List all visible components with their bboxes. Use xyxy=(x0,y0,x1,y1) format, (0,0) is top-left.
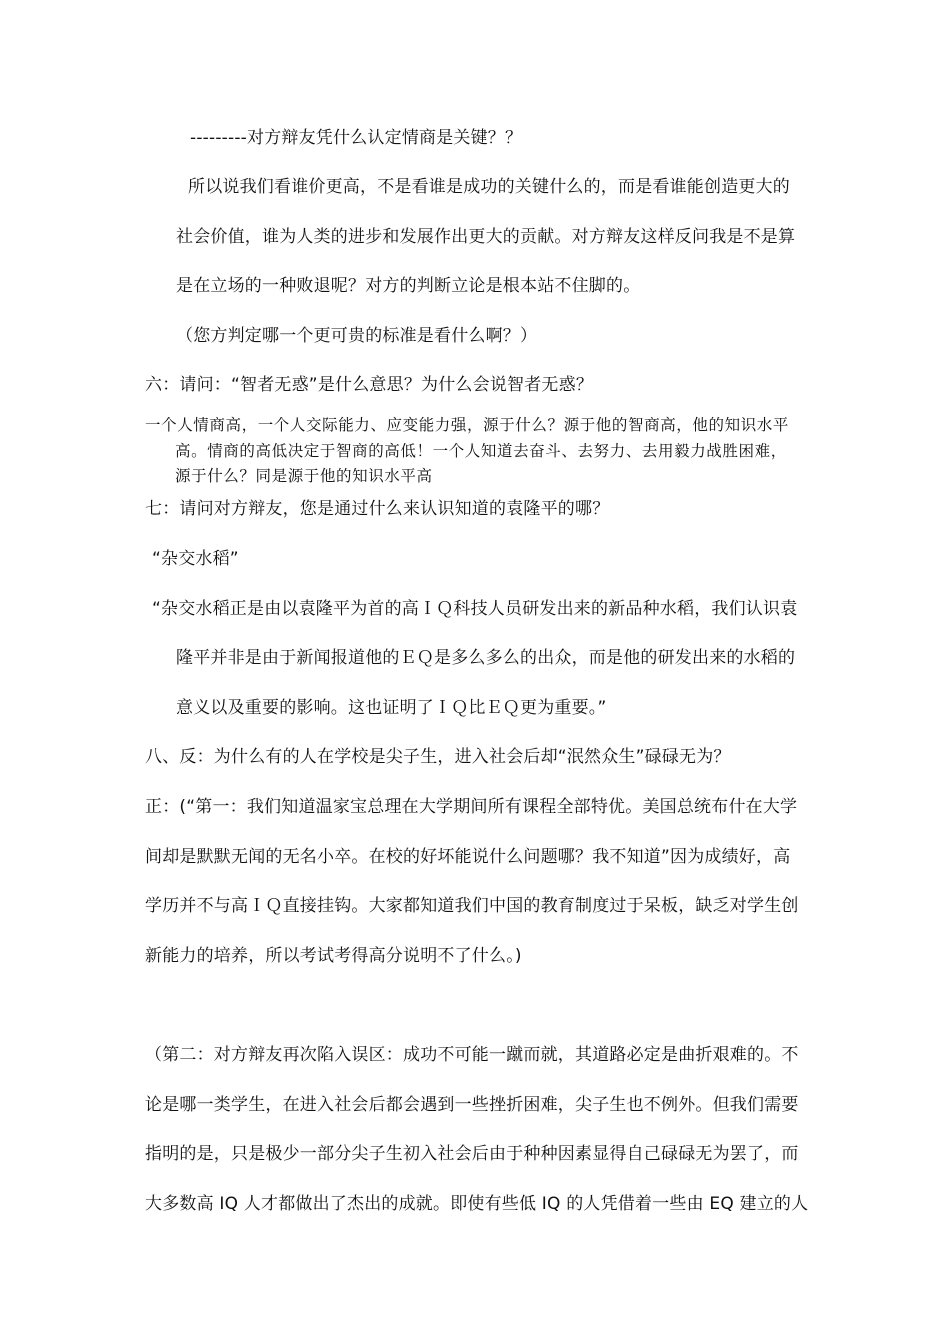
text-line: “杂交水稻正是由以袁隆平为首的高ＩＱ科技人员研发出来的新品种水稻，我们认识袁 xyxy=(152,599,798,619)
text-line: 论是哪一类学生，在进入社会后都会遇到一些挫折困难，尖子生也不例外。但我们需要 xyxy=(145,1095,799,1115)
section-heading: 八、反：为什么有的人在学校是尖子生，进入社会后却“泯然众生”碌碌无为？ xyxy=(145,747,731,767)
text-line: 源于什么？同是源于他的知识水平高 xyxy=(175,467,433,485)
text-line: 意义以及重要的影响。这也证明了ＩＱ比ＥＱ更为重要。” xyxy=(176,698,607,718)
text-line: （您方判定哪一个更可贵的标准是看什么啊？） xyxy=(176,326,538,346)
text-line: 高。情商的高低决定于智商的高低！一个人知道去奋斗、去努力、去用毅力战胜困难， xyxy=(175,442,787,460)
text-line: （第二：对方辩友再次陷入误区：成功不可能一蹴而就，其道路必定是曲折艰难的。不 xyxy=(145,1045,799,1065)
text-line: 间却是默默无闻的无名小卒。在校的好坏能说什么问题哪？我不知道”因为成绩好，高 xyxy=(145,847,791,867)
text-line: 指明的是，只是极少一部分尖子生初入社会后由于种种因素显得自己碌碌无为罢了，而 xyxy=(145,1144,799,1164)
text-line: 所以说我们看谁价更高，不是看谁是成功的关键什么的，而是看谁能创造更大的 xyxy=(188,177,790,197)
text-line: 大多数高 IQ 人才都做出了杰出的成就。即使有些低 IQ 的人凭借着一些由 EQ 建立的人 xyxy=(145,1194,809,1214)
text-line: 隆平并非是由于新闻报道他的ＥＱ是多么多么的出众，而是他的研发出来的水稻的 xyxy=(176,648,796,668)
text-line: 社会价值，谁为人类的进步和发展作出更大的贡献。对方辩友这样反问我是不是算 xyxy=(176,227,796,247)
section-heading: 七：请问对方辩友，您是通过什么来认识知道的袁隆平的哪？ xyxy=(145,499,610,519)
section-heading: 六：请问：“智者无惑”是什么意思？为什么会说智者无惑？ xyxy=(145,375,594,395)
text-line: 一个人情商高，一个人交际能力、应变能力强，源于什么？源于他的智商高，他的知识水平 xyxy=(145,416,790,434)
text-line: ---------对方辩友凭什么认定情商是关键？？ xyxy=(190,128,523,148)
text-line: 正：(“第一：我们知道温家宝总理在大学期间所有课程全部特优。美国总统布什在大学 xyxy=(145,797,798,817)
text-line: 新能力的培养，所以考试考得高分说明不了什么。) xyxy=(145,946,522,966)
text-line: 学历并不与高ＩＱ直接挂钩。大家都知道我们中国的教育制度过于呆板，缺乏对学生创 xyxy=(145,896,799,916)
text-line: “杂交水稻” xyxy=(152,549,239,569)
text-line: 是在立场的一种败退呢？对方的判断立论是根本站不住脚的。 xyxy=(176,276,641,296)
